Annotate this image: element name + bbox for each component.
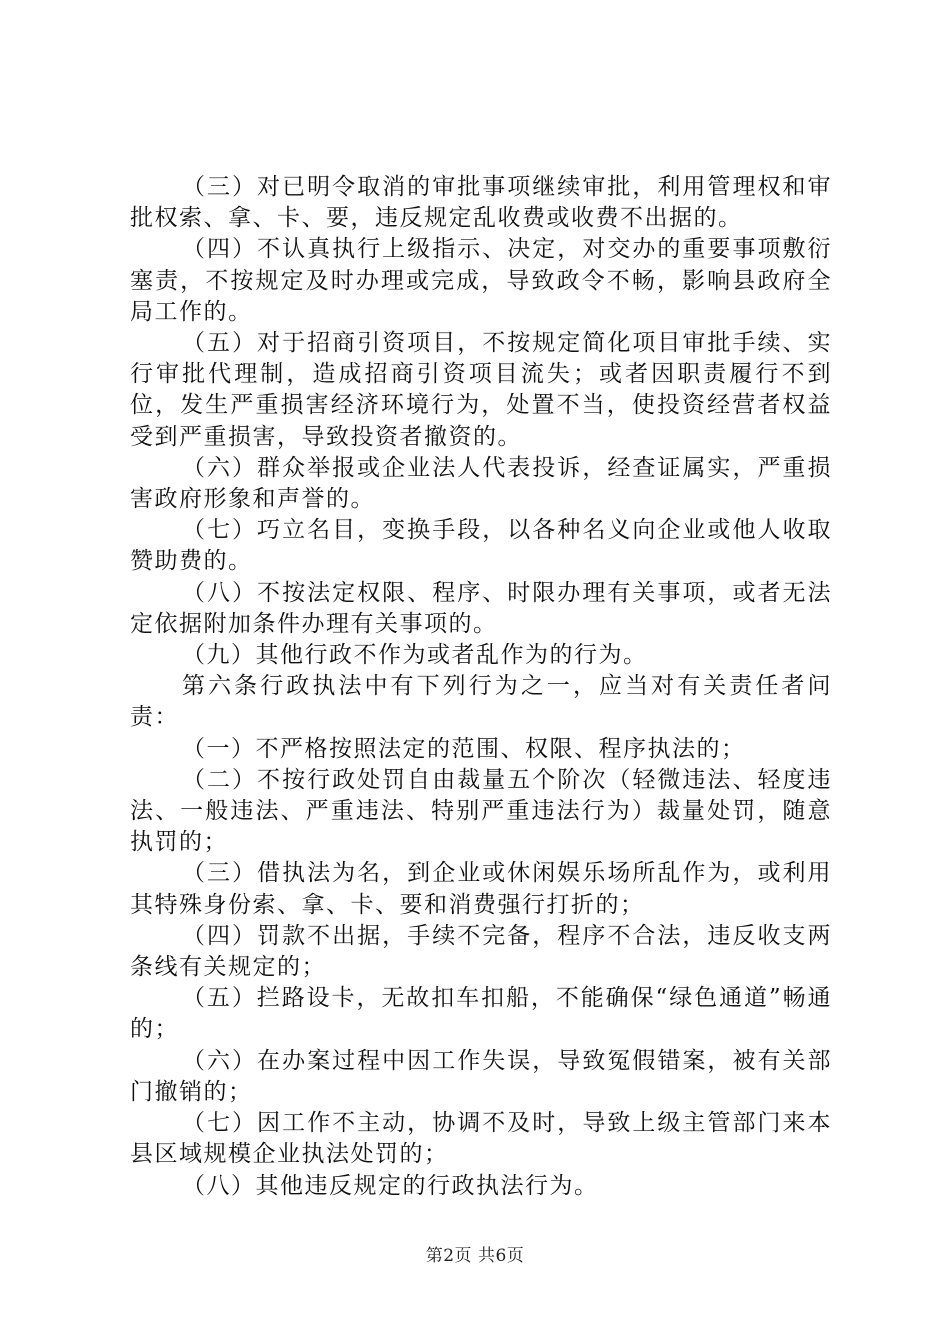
paragraph: （四）不认真执行上级指示、决定，对交办的重要事项敷衍塞责，不按规定及时办理或完成，导致政令不畅，影响县政府全局工作的。 bbox=[130, 236, 832, 325]
paragraph: （九）其他行政不作为或者乱作为的行为。 bbox=[182, 642, 648, 669]
paragraph: （七）因工作不主动，协调不及时，导致上级主管部门来本县区域规模企业执法处罚的； bbox=[130, 1110, 832, 1168]
page-number-footer: 第2页 共6页 bbox=[425, 1246, 525, 1266]
section-heading-paragraph: 第六条行政执法中有下列行为之一，应当对有关责任者问责： bbox=[130, 673, 832, 731]
paragraph: （三）对已明令取消的审批事项继续审批，利用管理权和审批权索、拿、卡、要，违反规定乱收费或收费不出据的。 bbox=[130, 174, 832, 232]
paragraph: （六）群众举报或企业法人代表投诉，经查证属实，严重损害政府形象和声誉的。 bbox=[130, 454, 832, 513]
paragraph: （五）拦路设卡，无故扣车扣船，不能确保“绿色通道”畅通的； bbox=[130, 985, 832, 1043]
paragraph: （四）罚款不出据，手续不完备，程序不合法，违反收支两条线有关规定的； bbox=[130, 922, 832, 981]
paragraph: （八）其他违反规定的行政执法行为。 bbox=[182, 1172, 599, 1199]
paragraph: （二）不按行政处罚自由裁量五个阶次（轻微违法、轻度违法、一般违法、严重违法、特别严重违法行为）裁量处罚，随意执罚的； bbox=[130, 766, 832, 856]
document-body bbox=[130, 172, 832, 1202]
paragraph: （八）不按法定权限、程序、时限办理有关事项，或者无法定依据附加条件办理有关事项的。 bbox=[130, 579, 832, 637]
paragraph: （三）借执法为名，到企业或休闲娱乐场所乱作为，或利用其特殊身份索、拿、卡、要和消费强行打折的； bbox=[130, 860, 832, 918]
paragraph: （五）对于招商引资项目，不按规定简化项目审批手续、实行审批代理制，造成招商引资项目流失；或者因职责履行不到位，发生严重损害经济环境行为，处置不当，使投资经营者权益受到严重损害，导致投资者撤资的。 bbox=[130, 330, 832, 450]
paragraph: （一）不严格按照法定的范围、权限、程序执法的； bbox=[182, 735, 746, 762]
paragraph: （七）巧立名目，变换手段，以各种名义向企业或他人收取赞助费的。 bbox=[130, 517, 832, 575]
paragraph: （六）在办案过程中因工作失误，导致冤假错案，被有关部门撤销的； bbox=[130, 1047, 832, 1105]
